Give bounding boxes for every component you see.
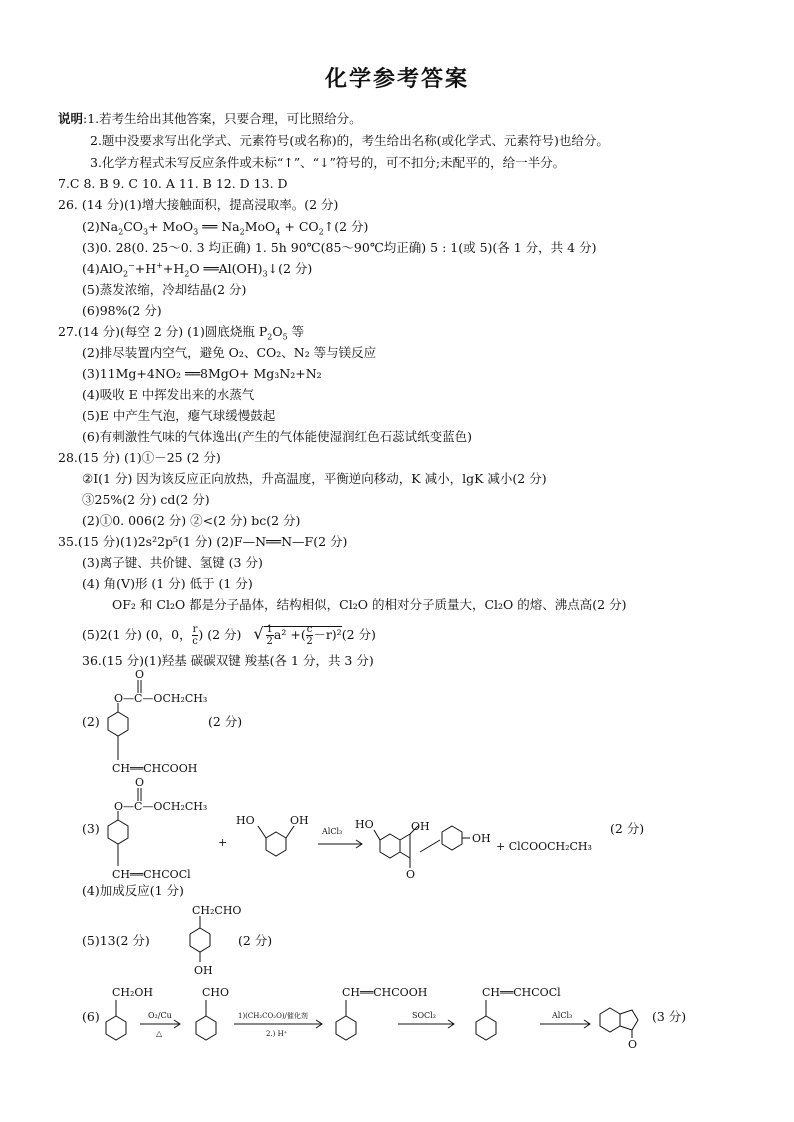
- svg-text:OH: OH: [472, 832, 491, 845]
- benzene-ring: [108, 820, 128, 844]
- q26-a5: (5)蒸发浓缩，冷却结晶(2 分): [82, 282, 247, 297]
- q28-a2: ②Ⅰ(1 分) 因为该反应正向放热，升高温度，平衡逆向移动，K 减小，lgK 减小(2 分): [82, 471, 547, 486]
- q26-a4: $(4)AlO_2^-+H^++H_2O$ $══Al(OH)_3↓(2$ 分): [82, 260, 313, 279]
- q36-score-3: (2 分): [610, 821, 645, 836]
- multiple-choice-answers: 7.C 8. B 9. C 10. A 11. B 12. D 13. D: [58, 176, 288, 191]
- q27-a4: (4)吸收 E 中挥发出来的水蒸气: [82, 387, 255, 402]
- note-label: 说明: [58, 111, 84, 126]
- benzene-ring: [196, 1016, 216, 1040]
- q35-a4: (4) 角(V)形 (1 分) 低于 (1 分): [82, 576, 253, 591]
- q36-score-2: (2 分): [208, 714, 243, 729]
- q36-score-6: (3 分): [652, 1009, 687, 1024]
- q28-a4: (2)①0. 006(2 分) ②<(2 分) bc(2 分): [82, 513, 301, 528]
- svg-text:HO: HO: [355, 818, 374, 831]
- q36-head: 36.(15 分)(1)羟基 碳碳双键 羧基(各 1 分，共 3 分): [82, 653, 374, 668]
- svg-text:CHO: CHO: [202, 986, 230, 999]
- q27-a6: (6)有刺激性气味的气体逸出(产生的气体能使湿润红色石蕊试纸变蓝色): [82, 429, 472, 444]
- note-1: 说明:1.若考生给出其他答案，只要合理，可比照给分。: [58, 111, 362, 126]
- benzene-ring: [336, 1016, 356, 1040]
- svg-text:CH══CHCOCl: CH══CHCOCl: [482, 986, 561, 999]
- structure-q36-3-product: [355, 818, 592, 881]
- benzene-ring: [442, 826, 462, 850]
- svg-text:OH: OH: [290, 814, 309, 827]
- q28-head: 28.(15 分) (1)①－25 (2 分): [58, 450, 221, 465]
- q26-a6: (6)98%(2 分): [82, 303, 162, 318]
- q35-a4-explain: OF₂ 和 Cl₂O 都是分子晶体，结构相似，Cl₂O 的相对分子质量大，Cl₂O 的熔、沸点高(2 分): [112, 597, 627, 612]
- q35-head: 35.(15 分)(1)2s²2p⁵(1 分) (2)F—N══N—F(2 分): [58, 534, 348, 549]
- structure-q36-3-reactant: [108, 776, 227, 881]
- q26-a3: (3)0. 28(0. 25～0. 3 均正确) 1. 5h 90℃(85～90℃均正确) 5 : 1(或 5)(各 1 分，共 4 分): [82, 240, 597, 255]
- structure-q36-2: [108, 668, 207, 775]
- carbonate-group: O—C—OCH₂CH₃: [114, 800, 208, 813]
- q27-a2: (2)排尽装置内空气，避免 O₂、CO₂、N₂ 等与镁反应: [82, 345, 377, 360]
- q36-label-4: (4)加成反应(1 分): [82, 883, 184, 898]
- q28-a3: ③25%(2 分) cd(2 分): [82, 492, 210, 507]
- q35-a5: (5)2(1 分) (0，0， $\frac{r}{c}$ ) (2 分) √ $\frac{1}{2}$ a² +( $\frac{c}{2}$ －r)²(2 分): [82, 624, 376, 647]
- svg-text:AlCl₃: AlCl₃: [552, 1011, 573, 1020]
- q36-label-5: (5)13(2 分): [82, 933, 150, 948]
- q26-a2: $(2)Na_2CO_3+ MoO_3$ ══ $Na_2MoO_4$ + $CO_2↑(2$ 分): [82, 219, 369, 237]
- structure-resorcinol: [236, 814, 309, 856]
- svg-text:O: O: [628, 1038, 638, 1051]
- page-title: 化学参考答案: [324, 66, 469, 92]
- note-2: 2.题中没要求写出化学式、元素符号(或名称)的，考生给出名称(或化学式、元素符号)也给分。: [90, 133, 609, 148]
- carbonate-group: O—C—OCH₂CH₃: [114, 692, 208, 705]
- carbonyl-o: O: [135, 776, 145, 789]
- acyl-chloride-chain: CH══CHCOCl: [112, 868, 191, 881]
- benzene-ring: [380, 834, 400, 858]
- svg-text:CH₂CHO: CH₂CHO: [192, 904, 242, 917]
- byproduct: + ClCOOCH₂CH₃: [496, 840, 592, 853]
- svg-text:O: O: [406, 868, 416, 881]
- svg-text:OH: OH: [411, 820, 430, 833]
- carbonyl-o: O: [135, 668, 145, 681]
- svg-text:△: △: [156, 1029, 163, 1038]
- benzene-ring: [108, 712, 128, 736]
- svg-text:HO: HO: [236, 814, 255, 827]
- svg-text:O₂/Cu: O₂/Cu: [148, 1011, 172, 1020]
- benzene-ring: [476, 1016, 496, 1040]
- q36-score-5: (2 分): [238, 933, 273, 948]
- svg-text:CH══CHCOOH: CH══CHCOOH: [342, 986, 428, 999]
- structure-q36-5: [190, 904, 241, 977]
- q27-a3: (3)11Mg+4NO₂ ══8MgO+ Mg₃N₂+N₂: [82, 366, 322, 381]
- svg-text:1)(CH₂CO₂O)/催化剂: 1)(CH₂CO₂O)/催化剂: [238, 1012, 308, 1020]
- svg-text:2.) H⁺: 2.) H⁺: [266, 1030, 288, 1038]
- indenone-five-ring: [620, 1010, 638, 1030]
- indenone-benzene-ring: [600, 1008, 620, 1032]
- structure-q36-6: [106, 986, 638, 1051]
- svg-text:AlCl₃: AlCl₃: [322, 827, 343, 836]
- q36-label-2: (2): [82, 714, 100, 729]
- q35-a3: (3)离子键、共价键、氢键 (3 分): [82, 555, 263, 570]
- benzene-ring: [266, 832, 286, 856]
- q27-a5: (5)E 中产生气泡，瘪气球缓慢鼓起: [82, 408, 276, 423]
- svg-text:OH: OH: [194, 964, 213, 977]
- benzene-ring: [190, 928, 210, 952]
- benzene-ring: [106, 1016, 126, 1040]
- svg-text:SOCl₂: SOCl₂: [412, 1011, 436, 1020]
- plus-sign: +: [218, 836, 228, 849]
- q27-head: 27.(14 分)(每空 2 分) (1)圆底烧瓶 $P_2O_5$ 等: [58, 324, 305, 342]
- q36-label-6: (6): [82, 1009, 100, 1024]
- q36-label-3: (3): [82, 821, 100, 836]
- note-3: 3.化学方程式未写反应条件或未标“↑”、“↓”符号的，可不扣分;未配平的，给一半分。: [90, 155, 566, 170]
- svg-text:CH₂OH: CH₂OH: [112, 986, 154, 999]
- q26-head: 26. (14 分)(1)增大接触面积，提高浸取率。(2 分): [58, 197, 339, 212]
- acrylic-acid-chain: CH══CHCOOH: [112, 762, 198, 775]
